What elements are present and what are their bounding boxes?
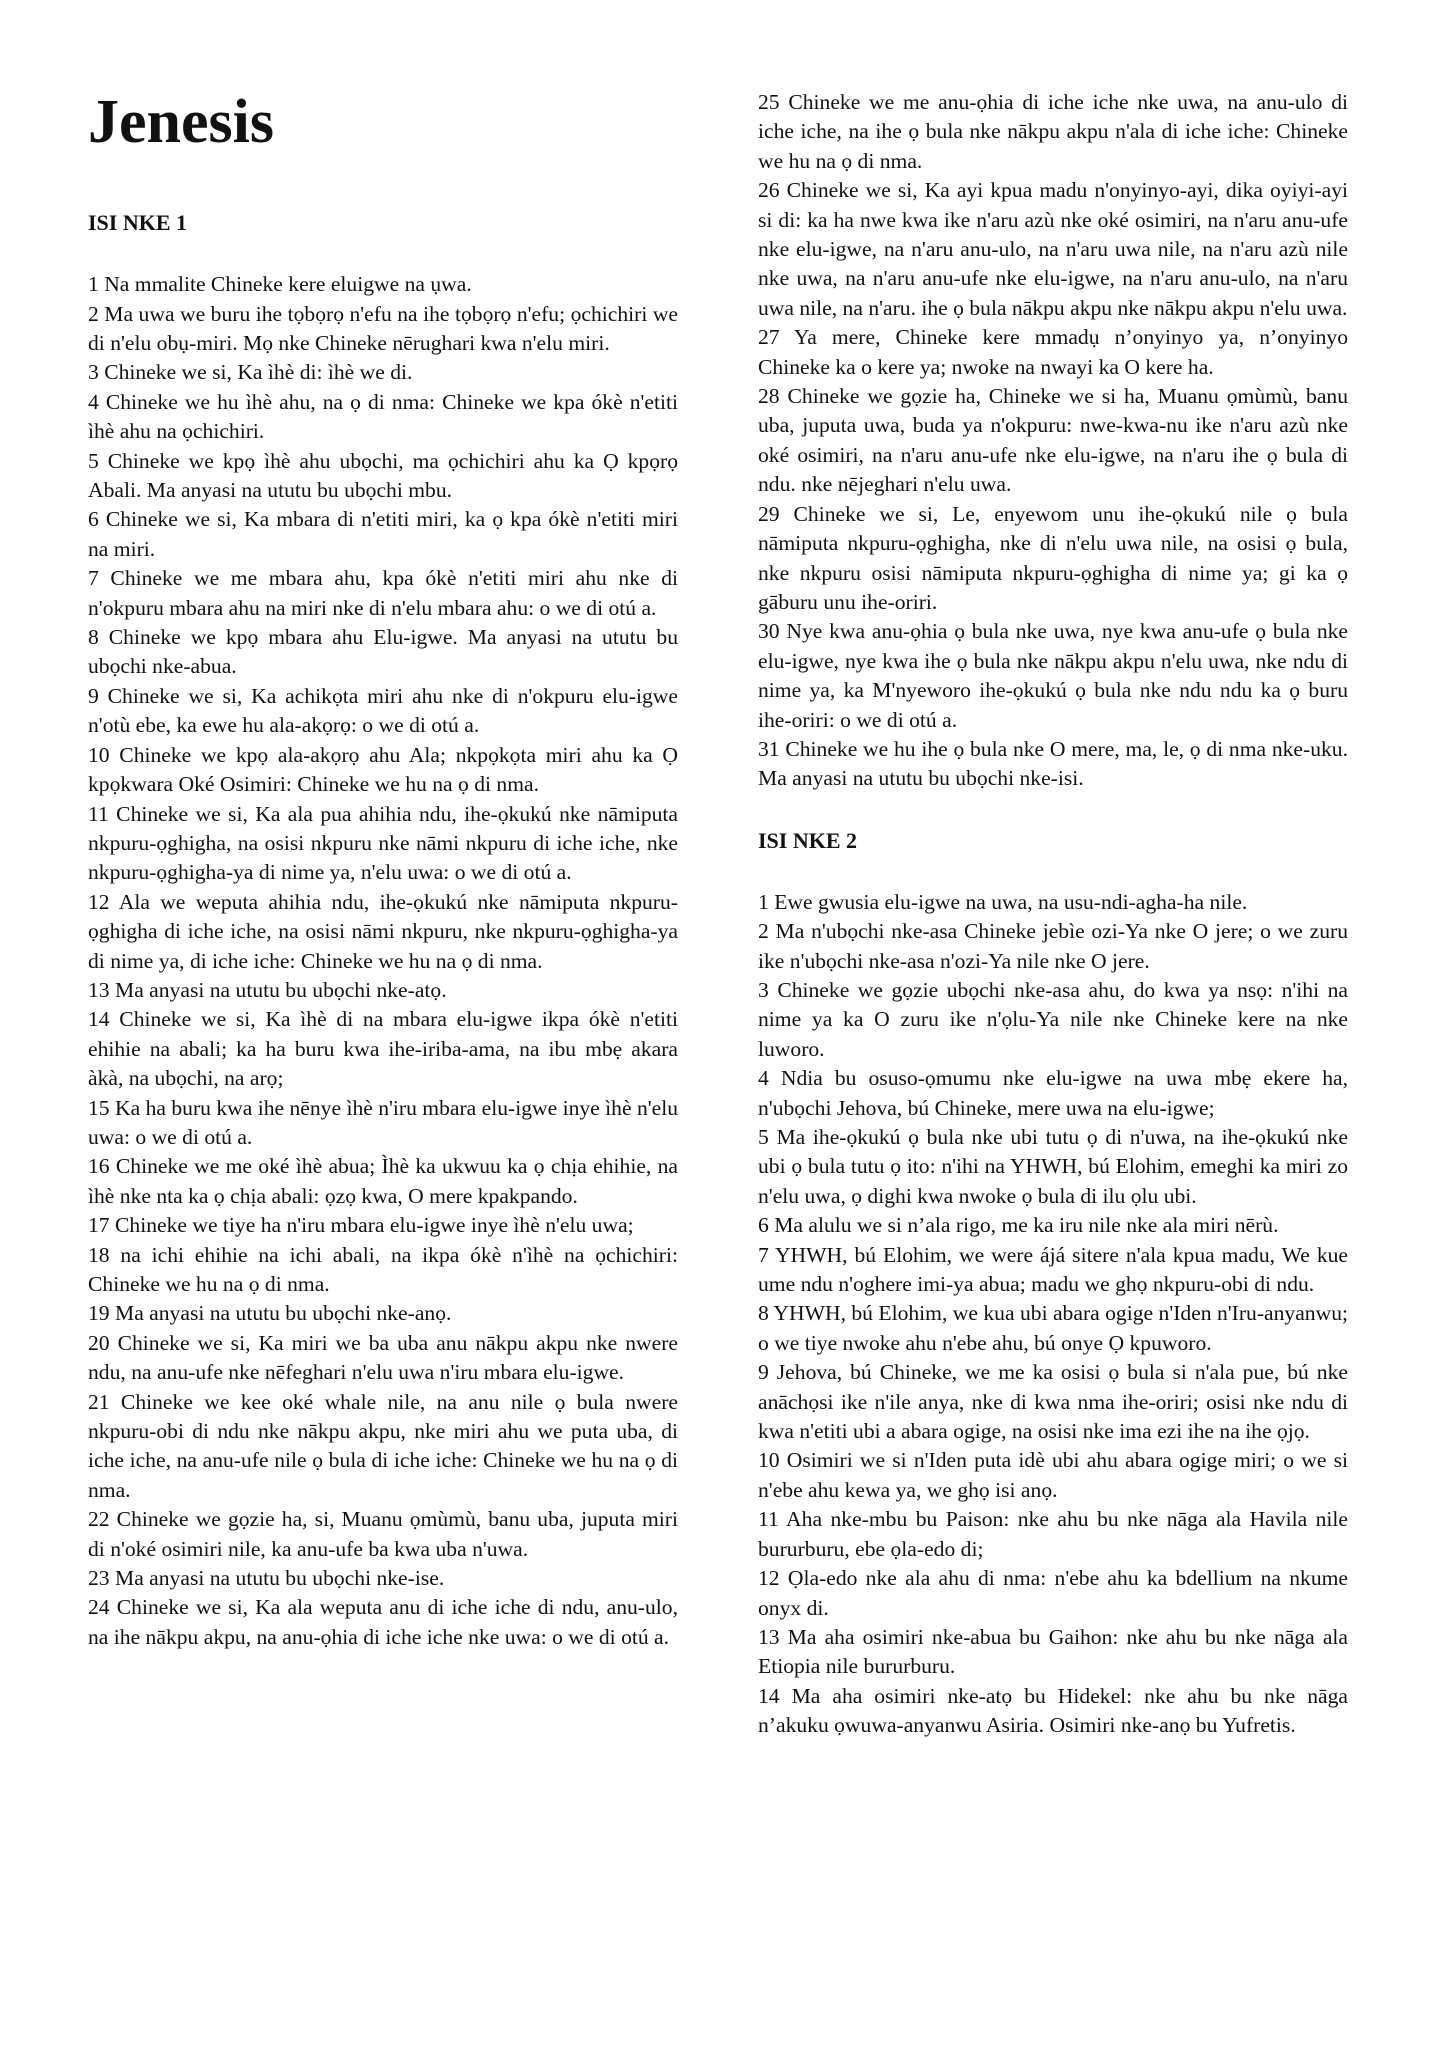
verse: 11 Aha nke-mbu bu Paison: nke ahu bu nke nāga ala Havila nile bururburu, ebe ọla-edo di; [758, 1507, 1348, 1561]
verse: 1 Ewe gwusia elu-igwe na uwa, na usu-ndi-agha-ha nile. [758, 889, 1248, 914]
verse: 24 Chineke we si, Ka ala weputa anu di iche iche di ndu, anu-ulo, na ihe nākpu akpu, na anu-ọhia di iche iche nke uwa: o we di otú a. [88, 1595, 678, 1649]
verse: 3 Chineke we si, Ka ìhè di: ìhè we di. [88, 360, 413, 385]
verse: 26 Chineke we si, Ka ayi kpua madu n'onyinyo-ayi, dika oyiyi-ayi si di: ka ha nwe kwa ike n'aru azù nke oké osimiri, na n'aru anu-ufe nke elu-igwe, na n'aru anu-ulo, na n'aru uwa nile, na n'aru azù nile nke uwa, na n'aru anu-ufe nke elu-igwe, na n'aru anu-ulo, na n'aru uwa nile, na n'aru. ihe ọ bula nākpu akpu nke nākpu akpu n'elu uwa. [758, 178, 1348, 320]
verse: 21 Chineke we kee oké whale nile, na anu nile ọ bula nwere nkpuru-obi di ndu nke nākpu akpu, nke miri ahu we puta uba, di iche iche, na anu-ufe nile ọ bula di iche iche: Chineke we hu na ọ di nma. [88, 1389, 678, 1502]
chapter-heading: ISI NKE 2 [758, 827, 858, 853]
verse: 31 Chineke we hu ihe ọ bula nke O mere, ma, le, ọ di nma nke-uku. Ma anyasi na ututu bu ubọchi nke-isi. [758, 736, 1348, 791]
verse: 5 Chineke we kpọ ìhè ahu ubọchi, ma ọchichiri ahu ka Ọ kpọrọ Abali. Ma anyasi na ututu bu ubọchi mbu. [88, 448, 678, 503]
verse: 1 Na mmalite Chineke kere eluigwe na ụwa. [88, 272, 472, 297]
verse: 23 Ma anyasi na ututu bu ubọchi nke-ise. [88, 1566, 445, 1591]
verse: 8 Chineke we kpọ mbara ahu Elu-igwe. Ma anyasi na ututu bu ubọchi nke-abua. [88, 625, 678, 679]
verse: 9 Chineke we si, Ka achikọta miri ahu nke di n'okpuru elu-igwe n'otù ebe, ka ewe hu ala-akọrọ: o we di otú a. [88, 683, 678, 738]
verse: 10 Osimiri we si n'Iden puta idè ubi ahu abara ogige miri; o we si n'ebe ahu kewa ya, we ghọ isi anọ. [758, 1448, 1348, 1502]
verse: 15 Ka ha buru kwa ihe nēnye ìhè n'iru mbara elu-igwe inye ìhè n'elu uwa: o we di otú a. [88, 1095, 679, 1149]
verse: 6 Ma alulu we si n’ala rigo, me ka iru nile nke ala miri nērù. [758, 1213, 1279, 1238]
verse: 2 Ma uwa we buru ihe tọbọrọ n'efu na ihe tọbọrọ n'efu; ọchichiri we di n'elu obụ-miri. Mọ nke Chineke nērughari kwa n'elu miri. [88, 301, 678, 355]
verse: 11 Chineke we si, Ka ala pua ahihia ndu, ihe-ọkukú nke nāmiputa nkpuru-ọghigha, na osisi nkpuru nke nāmi nkpuru di iche iche, nke nkpuru-ọghigha-ya di nime ya, n'elu uwa: o we di otú a. [88, 801, 678, 885]
left-column [88, 88, 678, 1652]
verse: 9 Jehova, bú Chineke, we me ka osisi ọ bula si n'ala pue, bú nke anāchọsi ike n'ile anya, nke di kwa nma ihe-oriri; osisi nke ndu di kwa n'etiti ubi a abara ogige, na osisi nke ima ezi ihe na ihe ọjọ. [758, 1360, 1348, 1444]
verse: 5 Ma ihe-ọkukú ọ bula nke ubi tutu ọ di n'uwa, na ihe-ọkukú nke ubi ọ bula tutu ọ ito: n'ihi na YHWH, bú Elohim, emeghi ka miri zo n'elu uwa, ọ dighi kwa nwoke ọ bula di ilu ọlu ubi. [758, 1125, 1348, 1208]
right-column [758, 88, 1348, 1741]
verse: 29 Chineke we si, Le, enyewom unu ihe-ọkukú nile ọ bula nāmiputa nkpuru-ọghigha, nke di n'elu uwa nile, na osisi ọ bula, nke nkpuru osisi nāmiputa nkpuru-ọghigha di nime ya; gi ka ọ gāburu unu ihe-oriri. [758, 501, 1348, 614]
verse: 4 Chineke we hu ìhè ahu, na ọ di nma: Chineke we kpa ókè n'etiti ìhè ahu na ọchichiri. [88, 389, 678, 444]
verse: 16 Chineke we me oké ìhè abua; Ìhè ka ukwuu ka ọ chịa ehihie, na ìhè nke nta ka ọ chịa abali: ọzọ kwa, O mere kpakpando. [88, 1154, 678, 1208]
verse: 22 Chineke we gọzie ha, si, Muanu ọmùmù, banu uba, juputa miri di n'oké osimiri nile, ka anu-ufe ba kwa uba n'uwa. [88, 1507, 678, 1561]
verse: 13 Ma anyasi na ututu bu ubọchi nke-atọ. [88, 977, 447, 1002]
verse: 2 Ma n'ubọchi nke-asa Chineke jebìe ozi-Ya nke O jere; o we zuru ike n'ubọchi nke-asa n'ozi-Ya nile nke O jere. [758, 919, 1348, 973]
verse-list [758, 88, 1348, 794]
verse: 20 Chineke we si, Ka miri we ba uba anu nākpu akpu nke nwere ndu, na anu-ufe nke nēfeghari n'elu uwa n'iru mbara elu-igwe. [88, 1330, 678, 1385]
verse-list [758, 888, 1348, 1741]
verse: 28 Chineke we gọzie ha, Chineke we si ha, Muanu ọmùmù, banu uba, juputa uwa, buda ya n'okpuru: nwe-kwa-nu ike n'aru azù nke oké osimiri, na n'aru anu-ufe nke elu-igwe, na n'aru ihe ọ bula di ndu. nke nējeghari n'elu uwa. [758, 384, 1348, 497]
verse: 30 Nye kwa anu-ọhia ọ bula nke uwa, nye kwa anu-ufe ọ bula nke elu-igwe, nye kwa ihe ọ bula nke nākpu akpu n'elu uwa, nke ndu di nime ya, ka M'nyeworo ihe-ọkukú ọ bula nke ndu ndu ka ọ buru ihe-oriri: o we di otú a. [758, 619, 1348, 732]
book-title: Jenesis [88, 88, 274, 156]
chapter-heading: ISI NKE 1 [88, 210, 188, 236]
verse: 19 Ma anyasi na ututu bu ubọchi nke-anọ. [88, 1301, 452, 1326]
verse: 6 Chineke we si, Ka mbara di n'etiti miri, ka ọ kpa ókè n'etiti miri na miri. [88, 507, 678, 561]
verse: 13 Ma aha osimiri nke-abua bu Gaihon: nke ahu bu nke nāga ala Etiopia nile bururburu. [758, 1624, 1348, 1679]
verse-list [88, 270, 678, 1652]
verse: 25 Chineke we me anu-ọhia di iche iche nke uwa, na anu-ulo di iche iche, na ihe ọ bula nke nākpu akpu n'ala di iche iche: Chineke we hu na ọ di nma. [758, 90, 1348, 173]
verse: 14 Ma aha osimiri nke-atọ bu Hidekel: nke ahu bu nke nāga n’akuku ọwuwa-anyanwu Asiria. Osimiri nke-anọ bu Yufretis. [758, 1683, 1348, 1738]
verse: 14 Chineke we si, Ka ìhè di na mbara elu-igwe ikpa ókè n'etiti ehihie na abali; ka ha buru kwa ihe-iriba-ama, na ibu mbẹ akara àkà, na ubọchi, na arọ; [88, 1007, 678, 1091]
verse: 12 Ọla-edo nke ala ahu di nma: n'ebe ahu ka bdellium na nkume onyx di. [758, 1566, 1348, 1620]
verse: 18 na ichi ehihie na ichi abali, na ikpa ókè n'ìhè na ọchichiri: Chineke we hu na ọ di nma. [88, 1242, 678, 1296]
verse: 3 Chineke we gọzie ubọchi nke-asa ahu, do kwa ya nsọ: n'ihi na nime ya ka O zuru ike n'ọlu-Ya nile nke Chineke kere na nke luworo. [758, 977, 1348, 1061]
verse: 4 Ndia bu osuso-ọmumu nke elu-igwe na uwa mbẹ ekere ha, n'ubọchi Jehova, bú Chineke, mere uwa na elu-igwe; [758, 1066, 1348, 1120]
verse: 10 Chineke we kpọ ala-akọrọ ahu Ala; nkpọkọta miri ahu ka Ọ kpọkwara Oké Osimiri: Chineke we hu na ọ di nma. [88, 742, 678, 797]
verse: 8 YHWH, bú Elohim, we kua ubi abara ogige n'Iden n'Iru-anyanwu; o we tiye nwoke ahu n'ebe ahu, bú onye Ọ kpuworo. [758, 1301, 1348, 1355]
verse: 7 Chineke we me mbara ahu, kpa ókè n'etiti miri ahu nke di n'okpuru mbara ahu na miri nke di n'elu mbara ahu: o we di otú a. [88, 566, 678, 620]
verse: 17 Chineke we tiye ha n'iru mbara elu-igwe inye ìhè n'elu uwa; [88, 1213, 634, 1238]
verse: 27 Ya mere, Chineke kere mmadụ n’onyinyo ya, n’onyinyo Chineke ka o kere ya; nwoke na nwayi ka O kere ha. [758, 325, 1348, 379]
verse: 7 YHWH, bú Elohim, we were ájá sitere n'ala kpua madu, We kue ume ndu n'oghere imi-ya abua; madu we ghọ nkpuru-obi di ndu. [758, 1242, 1348, 1297]
verse: 12 Ala we weputa ahihia ndu, ihe-ọkukú nke nāmiputa nkpuru-ọghigha di iche iche, na osisi nāmi nkpuru, nke nkpuru-ọghigha-ya di nime ya, di iche iche: Chineke we hu na ọ di nma. [88, 889, 678, 973]
